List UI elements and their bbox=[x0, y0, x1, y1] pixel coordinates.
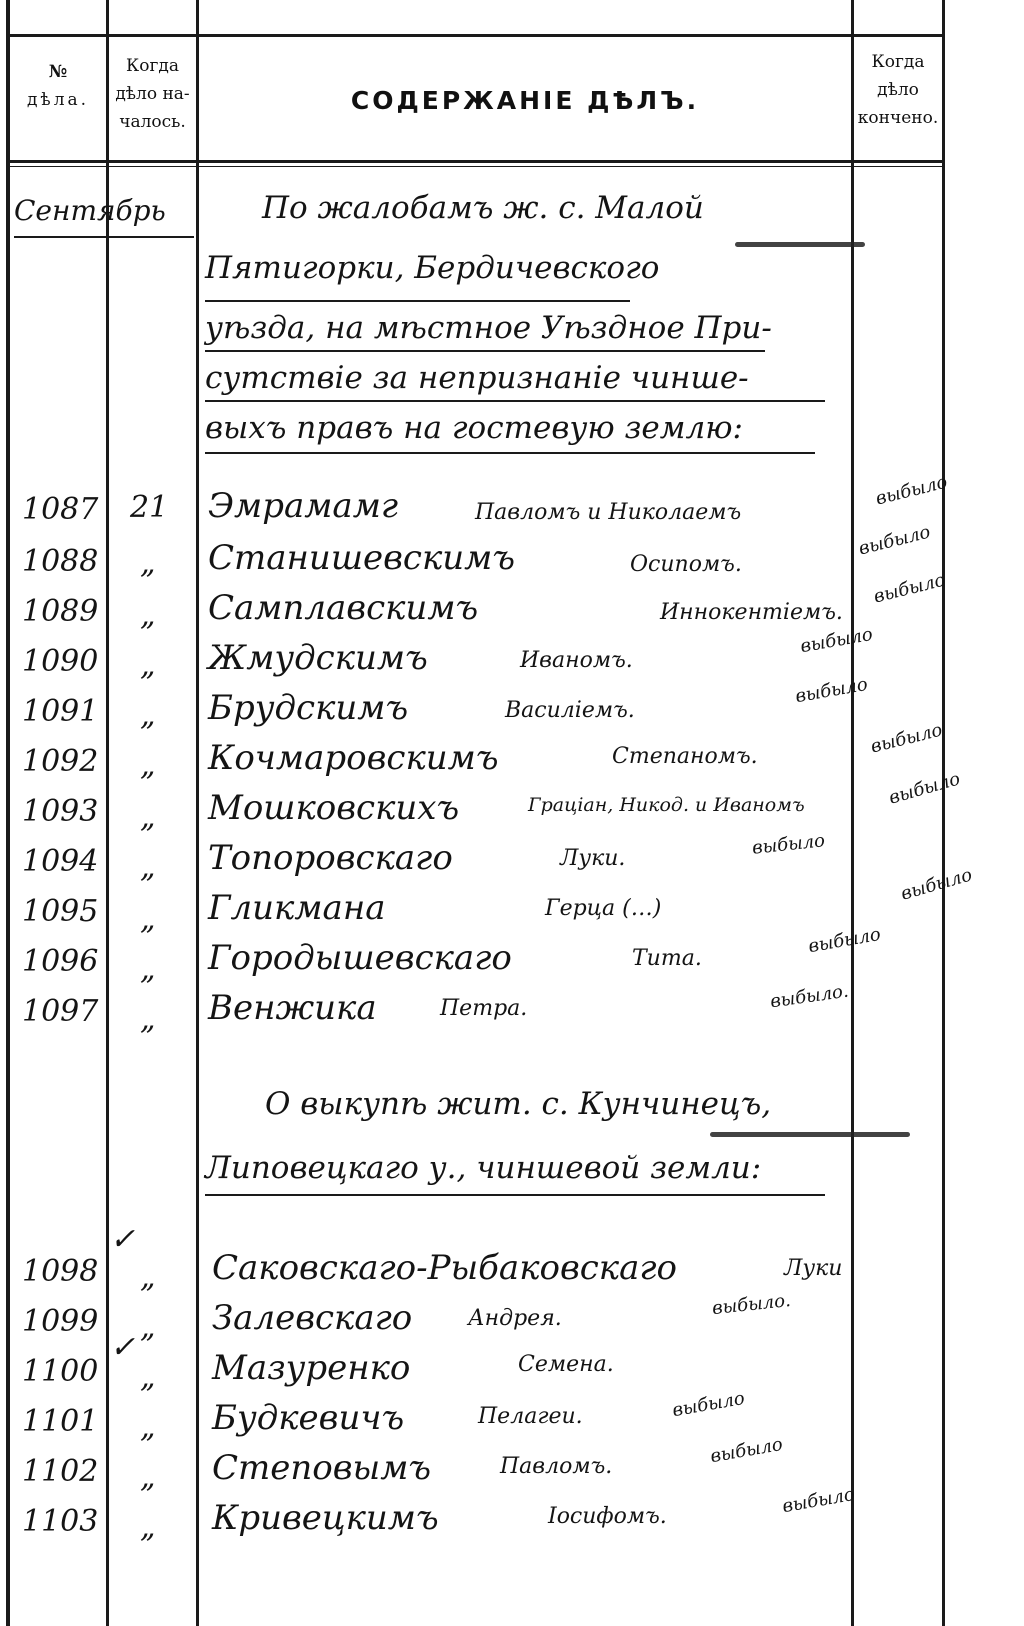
section2-line: О выкупѣ жит. с. Кунчинецъ, bbox=[265, 1086, 772, 1122]
given-name: Пелагеи. bbox=[478, 1404, 583, 1429]
case-number: 1091 bbox=[22, 694, 99, 729]
ink-blot bbox=[710, 1132, 910, 1137]
status-note: выбыло. bbox=[768, 980, 850, 1013]
status-note: выбыло bbox=[751, 830, 826, 859]
given-name: Семена. bbox=[518, 1352, 614, 1377]
given-name: Луки. bbox=[560, 846, 626, 871]
case-number: 1101 bbox=[22, 1404, 99, 1439]
page-title: СОДЕРЖАНІЕ ДѢЛЪ. bbox=[350, 86, 700, 115]
start-day: „ bbox=[140, 1310, 156, 1345]
header-end-line3: кончено. bbox=[857, 108, 939, 128]
surname: Топоровскаго bbox=[208, 838, 453, 878]
surname: Мошковскихъ bbox=[208, 788, 460, 828]
status-note: выбыло bbox=[856, 521, 933, 560]
section1-underline bbox=[205, 452, 815, 454]
case-number: 1090 bbox=[22, 644, 99, 679]
case-number: 1093 bbox=[22, 794, 99, 829]
ink-blot bbox=[735, 242, 865, 247]
month-label: Сентябрь bbox=[14, 194, 166, 227]
surname: Степовымъ bbox=[212, 1448, 432, 1488]
case-number: 1102 bbox=[22, 1454, 99, 1489]
case-number: 1098 bbox=[22, 1254, 99, 1289]
section1-line: По жалобамъ ж. с. Малой bbox=[262, 190, 704, 226]
surname: Жмудскимъ bbox=[208, 638, 428, 678]
header-bottom-rule-2 bbox=[6, 166, 945, 167]
surname: Саковскаго-Рыбаковскаго bbox=[212, 1248, 678, 1288]
status-note: выбыло bbox=[806, 923, 883, 958]
case-number: 1089 bbox=[22, 594, 99, 629]
given-name: Василіемъ. bbox=[505, 698, 635, 723]
check-mark: ✓ bbox=[110, 1330, 136, 1365]
start-day: „ bbox=[140, 850, 156, 885]
start-day: „ bbox=[140, 1260, 156, 1295]
header-top-rule bbox=[6, 34, 945, 37]
section1-line: выхъ правъ на гостевую землю: bbox=[205, 410, 743, 446]
status-note: выбыло bbox=[670, 1387, 747, 1422]
section2-underline bbox=[205, 1194, 825, 1196]
case-number: 1097 bbox=[22, 994, 99, 1029]
status-note: выбыло bbox=[798, 623, 875, 658]
section2-line: Липовецкаго у., чиншевой земли: bbox=[205, 1150, 762, 1186]
given-name: Граціан, Никод. и Иваномъ bbox=[528, 794, 805, 816]
given-name: Иннокентіемъ. bbox=[660, 600, 843, 625]
header-start-line1: Когда bbox=[126, 56, 179, 76]
section1-underline bbox=[205, 400, 825, 402]
case-number: 1096 bbox=[22, 944, 99, 979]
section1-line: уѣзда, на мѣстное Уѣздное При- bbox=[205, 310, 772, 346]
rule-start-column bbox=[196, 0, 199, 1626]
start-day: „ bbox=[140, 598, 156, 633]
case-number: 1103 bbox=[22, 1504, 99, 1539]
start-day: „ bbox=[140, 902, 156, 937]
header-bottom-rule bbox=[6, 160, 945, 163]
status-note: выбыло bbox=[868, 719, 945, 758]
case-number: 1092 bbox=[22, 744, 99, 779]
header-end-line2: дѣло bbox=[877, 80, 919, 100]
surname: Залевскаго bbox=[212, 1298, 413, 1338]
start-day: „ bbox=[140, 800, 156, 835]
given-name: Павломъ. bbox=[500, 1454, 613, 1479]
status-note: выбыло bbox=[780, 1483, 857, 1518]
given-name: Іосифомъ. bbox=[548, 1504, 667, 1529]
surname: Мазуренко bbox=[212, 1348, 411, 1388]
surname: Брудскимъ bbox=[208, 688, 409, 728]
check-mark: ✓ bbox=[110, 1222, 136, 1257]
surname: Городышевскаго bbox=[208, 938, 512, 978]
start-day: „ bbox=[140, 1410, 156, 1445]
start-day: „ bbox=[140, 1460, 156, 1495]
left-border bbox=[6, 0, 10, 1626]
section1-line: Пятигорки, Бердичевского bbox=[205, 250, 660, 286]
status-note: выбыло bbox=[898, 864, 975, 905]
given-name: Андрея. bbox=[468, 1306, 562, 1331]
given-name: Герца (…) bbox=[545, 896, 662, 921]
section1-underline bbox=[205, 350, 765, 352]
start-day: „ bbox=[140, 1002, 156, 1037]
status-note: выбыло bbox=[871, 569, 948, 608]
section1-underline bbox=[205, 300, 630, 302]
status-note: выбыло. bbox=[711, 1289, 792, 1320]
status-note: выбыло bbox=[793, 673, 870, 708]
surname: Венжика bbox=[208, 988, 377, 1028]
start-day: „ bbox=[140, 1360, 156, 1395]
header-no-symbol: № bbox=[48, 62, 68, 82]
month-underline bbox=[14, 236, 194, 238]
start-day: „ bbox=[140, 648, 156, 683]
given-name: Тита. bbox=[632, 946, 702, 971]
rule-no-column bbox=[106, 0, 109, 1626]
given-name: Осипомъ. bbox=[630, 552, 742, 577]
given-name: Луки bbox=[784, 1256, 843, 1281]
header-no bbox=[10, 58, 106, 114]
case-number: 1100 bbox=[22, 1354, 99, 1389]
surname: Самплавскимъ bbox=[208, 588, 479, 628]
start-day: „ bbox=[140, 1510, 156, 1545]
case-number: 1095 bbox=[22, 894, 99, 929]
header-no-label: дѣла. bbox=[26, 90, 90, 110]
case-number: 1099 bbox=[22, 1304, 99, 1339]
case-number: 1094 bbox=[22, 844, 99, 879]
start-day: „ bbox=[140, 698, 156, 733]
header-end bbox=[854, 48, 942, 132]
surname: Эмрамамг bbox=[208, 486, 399, 526]
start-day: „ bbox=[140, 952, 156, 987]
start-day: 21 bbox=[130, 490, 169, 525]
status-note: выбыло bbox=[873, 471, 950, 510]
surname: Станишевскимъ bbox=[208, 538, 516, 578]
given-name: Петра. bbox=[440, 996, 528, 1021]
header-start-line3: чалось. bbox=[119, 112, 186, 132]
section1-line: сутствіе за непризнаніе чинше- bbox=[205, 360, 749, 396]
case-number: 1087 bbox=[22, 492, 99, 527]
surname: Гликмана bbox=[208, 888, 386, 928]
header-end-line1: Когда bbox=[871, 52, 925, 72]
right-border bbox=[942, 0, 945, 1626]
surname: Кривецкимъ bbox=[212, 1498, 439, 1538]
surname: Будкевичъ bbox=[212, 1398, 405, 1438]
given-name: Иваномъ. bbox=[520, 648, 633, 673]
header-start-line2: дѣло на- bbox=[115, 84, 190, 104]
status-note: выбыло bbox=[708, 1433, 785, 1468]
given-name: Павломъ и Николаемъ bbox=[475, 500, 742, 525]
start-day: „ bbox=[140, 546, 156, 581]
status-note: выбыло bbox=[886, 768, 963, 809]
start-day: „ bbox=[140, 748, 156, 783]
case-number: 1088 bbox=[22, 544, 99, 579]
given-name: Степаномъ. bbox=[612, 744, 758, 769]
surname: Кочмаровскимъ bbox=[208, 738, 499, 778]
header-start bbox=[109, 52, 196, 136]
